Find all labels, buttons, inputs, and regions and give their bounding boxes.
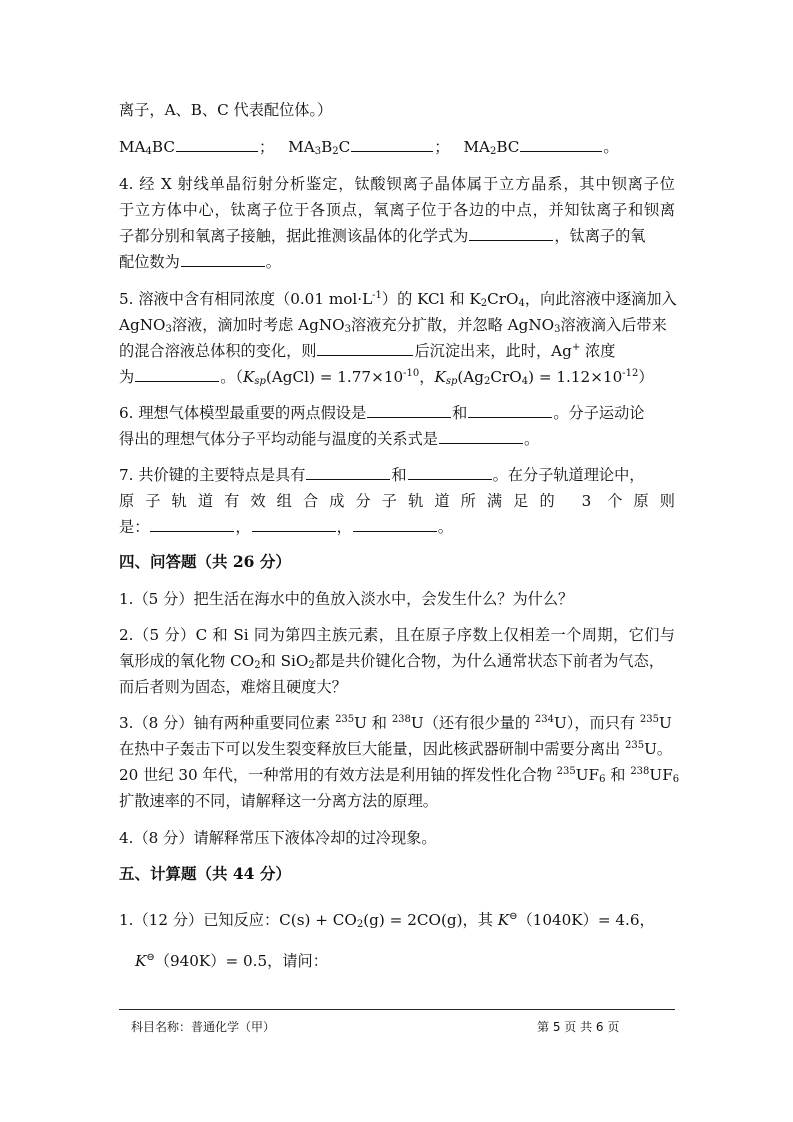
answer-blank[interactable] bbox=[135, 368, 219, 382]
question-4-line-2: 于立方体中心，钛离子位于各顶点，氧离子位于各边的中点，并知钛离子和钡离 bbox=[119, 201, 675, 219]
answer-blank[interactable] bbox=[252, 518, 336, 532]
question-5-line-3: 的混合溶液总体积的变化，则 后沉淀出来，此时，Ag+ 浓度 bbox=[119, 342, 616, 360]
footer-rule bbox=[119, 1009, 675, 1010]
essay-question-3-line-3: 20 世纪 30 年代，一种常用的有效方法是利用铀的挥发性化合物 $^{235}UF_6$ 和 $^{238}UF_6$ bbox=[119, 766, 680, 785]
essay-question-3-line-1: 3.（8 分）铀有两种重要同位素 $^{235}$U 和 $^{238}$U（还有很少量的 $^{234}$U），而只有 $^{235}$U bbox=[119, 714, 672, 732]
essay-question-2-line-2: 氧形成的氧化物 $CO_2$和 SiO$_2$都是共价键化合物，为什么通常状态下前者为气态， bbox=[119, 652, 665, 671]
essay-question-4: 4.（8 分）请解释常压下液体冷却的过冷现象。 bbox=[119, 829, 437, 847]
section-5-heading: 五、计算题（共 44 分） bbox=[119, 864, 291, 883]
section-4-heading: 四、问答题（共 26 分） bbox=[119, 552, 291, 571]
answer-blank[interactable] bbox=[150, 518, 234, 532]
answer-blank[interactable] bbox=[306, 466, 390, 480]
question-5-line-1: 5. 溶液中含有相同浓度（0.01 $mol\cdot L^{-1}$）的 KCl 和 $K_2CrO_4$，向此溶液中逐滴加入 bbox=[119, 290, 677, 309]
q3-formula-blanks: $MA_4BC$ ； $MA_3B_2C$ ； $MA_2BC$ 。 bbox=[119, 138, 619, 157]
answer-blank[interactable] bbox=[439, 430, 523, 444]
question-7-line-1: 7. 共价键的主要特点是具有 和 。在分子轨道理论中， bbox=[119, 466, 645, 484]
q3-continuation: 离子，A、B、C 代表配位体。） bbox=[119, 101, 333, 119]
footer-page-number: 第 5 页 共 6 页 bbox=[537, 1020, 620, 1034]
essay-question-3-line-2: 在热中子轰击下可以发生裂变释放巨大能量，因此核武器研制中需要分离出 $^{235}$U。 bbox=[119, 740, 673, 758]
answer-blank[interactable] bbox=[176, 138, 258, 152]
question-5-line-2: AgNO$_3$溶液，滴加时考虑 AgNO$_3$溶液充分扩散，并忽略 AgNO$_3$溶液滴入后带来 bbox=[119, 316, 667, 335]
answer-blank[interactable] bbox=[181, 253, 265, 267]
answer-blank[interactable] bbox=[469, 227, 553, 241]
question-4-line-3: 子都分别和氧离子接触，据此推测该晶体的化学式为 ，钛离子的氧 bbox=[119, 227, 646, 245]
question-4-line-1: 4. 经 X 射线单晶衍射分析鉴定，钛酸钡离子晶体属于立方晶系，其中钡离子位 bbox=[119, 175, 675, 193]
question-7-line-3: 是： ， ， 。 bbox=[119, 518, 453, 536]
answer-blank[interactable] bbox=[408, 466, 492, 480]
answer-blank[interactable] bbox=[367, 404, 451, 418]
answer-blank[interactable] bbox=[317, 342, 413, 356]
question-7-line-2: 原子轨道有效组合成分子轨道所满足的 3 个原则 bbox=[119, 492, 675, 510]
answer-blank[interactable] bbox=[353, 518, 437, 532]
essay-question-2-line-3: 而后者则为固态，难熔且硬度大？ bbox=[119, 678, 347, 696]
calc-question-1-line-2: K⊖（940K）= 0.5，请问： bbox=[135, 952, 328, 970]
calc-question-1-line-1: 1.（12 分）已知反应：$C(s) + CO_2(g) = 2CO(g)$，其 K⊖（1040K）= 4.6， bbox=[119, 911, 655, 930]
question-4-line-4: 配位数为 。 bbox=[119, 253, 281, 271]
question-5-line-4: 为 。（$K_{sp}(AgCl) = 1.77\times 10^{-10}$，$K_{sp}(Ag_2CrO_4) = 1.12\times 10^{-12}$） bbox=[119, 368, 654, 387]
essay-question-3-line-4: 扩散速率的不同，请解释这一分离方法的原理。 bbox=[119, 792, 438, 810]
answer-blank[interactable] bbox=[351, 138, 433, 152]
essay-question-2-line-1: 2.（5 分）C 和 Si 同为第四主族元素，且在原子序数上仅相差一个周期，它们与 bbox=[119, 626, 675, 644]
answer-blank[interactable] bbox=[468, 404, 552, 418]
essay-question-1: 1.（5 分）把生活在海水中的鱼放入淡水中，会发生什么？为什么？ bbox=[119, 590, 574, 608]
footer-subject: 科目名称：普通化学（甲） bbox=[131, 1020, 276, 1034]
question-6-line-2: 得出的理想气体分子平均动能与温度的关系式是 。 bbox=[119, 430, 540, 448]
question-6-line-1: 6. 理想气体模型最重要的两点假设是 和 。分子运动论 bbox=[119, 404, 645, 422]
answer-blank[interactable] bbox=[520, 138, 602, 152]
